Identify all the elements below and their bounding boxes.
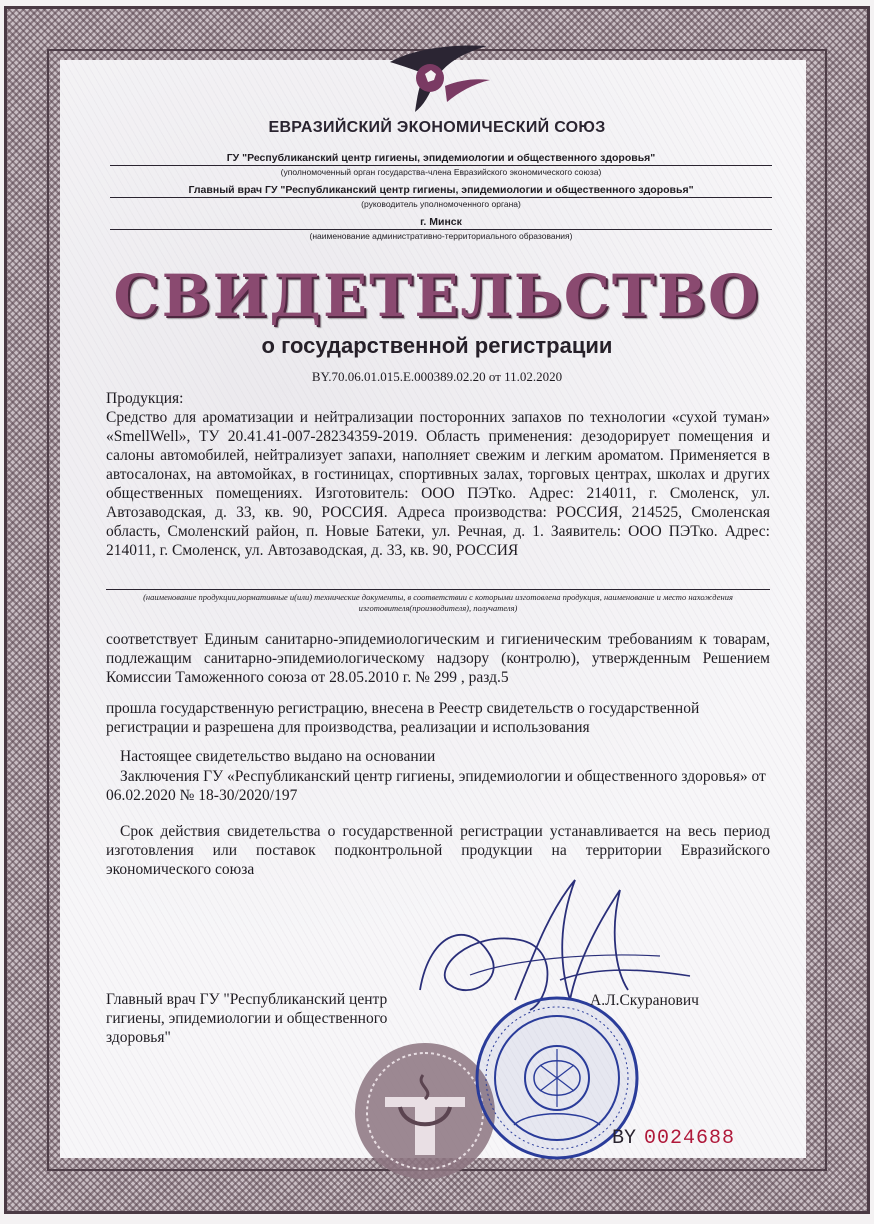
signer-name: А.Л.Скуранович [590, 992, 699, 1009]
basis-text: Заключения ГУ «Республиканский центр гигиены, эпидемиологии и общественного здоровья» от 06.02.2020 № 18-30/2020/197 [106, 768, 766, 804]
certificate-subtitle: о государственной регистрации [261, 333, 613, 358]
authority-name: ГУ "Республиканский центр гигиены, эпидемиологии и общественного здоровья" [110, 152, 772, 166]
product-description: Средство для ароматизации и нейтрализации посторонних запахов по технологии «сухой туман» «SmellWell», ТУ 20.41.41-007-28234359-2019. Область применения: дезодорирует помещения и салоны автомобилей, нейтрализует запахи, наполняет свежим и легким ароматом. Применяется в автосалонах, на автомойках, в гостиницах, спортивных залах, торговых центрах, школах и других общественных помещениях. Изготовитель: ООО ПЭТко. Адрес: 214011, г. Смоленск, ул. Автозаводская, д. 33, кв. 90, РОССИЯ. Адреса производства: РОССИЯ, 214525, Смоленская область, Смоленский район, п. Новые Батеки, ул. Речная, д. 1. Заявитель: ООО ПЭТко. Адрес: 214011, г. Смоленск, ул. Автозаводская, д. 33, кв. 90, РОССИЯ [106, 409, 770, 559]
city-name: г. Минск [110, 216, 772, 230]
authority-caption: (уполномоченный орган государства-члена Евразийского экономического союза) [280, 167, 602, 177]
product-label: Продукция: [106, 390, 184, 407]
city-caption: (наименование административно-территориального образования) [309, 231, 573, 241]
registration-number: BY.70.06.01.015.E.000389.02.20 от 11.02.2020 [311, 369, 563, 384]
serial-digits: 0024688 [644, 1127, 736, 1150]
serial-prefix: BY [612, 1127, 637, 1150]
signatory-position: Главный врач ГУ "Республиканский центр гигиены, эпидемиологии и общественного здоровья" [106, 991, 388, 1046]
authority-block [110, 152, 772, 177]
basis-label: Настоящее свидетельство выдано на основании [120, 748, 436, 765]
compliance-text: соответствует Единым санитарно-эпидемиологическим и гигиеническим требованиям к товарам, подлежащим санитарно-эпидемиологическому надзору (контролю), утвержденным Решением Комиссии Таможенного союза от 28.05.2010 г. № 299 , разд.5 [106, 631, 770, 686]
registration-text: прошла государственную регистрацию, внесена в Реестр свидетельств о государственной регистрации и разрешена для производства, реализации и использования [106, 700, 700, 736]
eaeu-emblem-icon [375, 40, 495, 115]
head-caption: (руководитель уполномоченного органа) [361, 199, 521, 209]
validity-text: Срок действия свидетельства о государственной регистрации устанавливается на весь период изготовления или поставок подконтрольной продукции на территории Евразийского экономического союза [106, 823, 770, 878]
certificate-title: СВИДЕТЕЛЬСТВО [113, 262, 761, 330]
product-caption: (наименование продукции,нормативные и(или) технические документы, в соответствии с которыми изготовлена продукция, наименование и место нахождения изготовителя(производителя), получателя) [106, 589, 770, 614]
head-name: Главный врач ГУ "Республиканский центр гигиены, эпидемиологии и общественного здоровья" [110, 184, 772, 198]
serial-number [612, 1127, 735, 1150]
union-title: ЕВРАЗИЙСКИЙ ЭКОНОМИЧЕСКИЙ СОЮЗ [268, 119, 606, 136]
city-block [110, 216, 772, 241]
head-block [110, 184, 772, 209]
